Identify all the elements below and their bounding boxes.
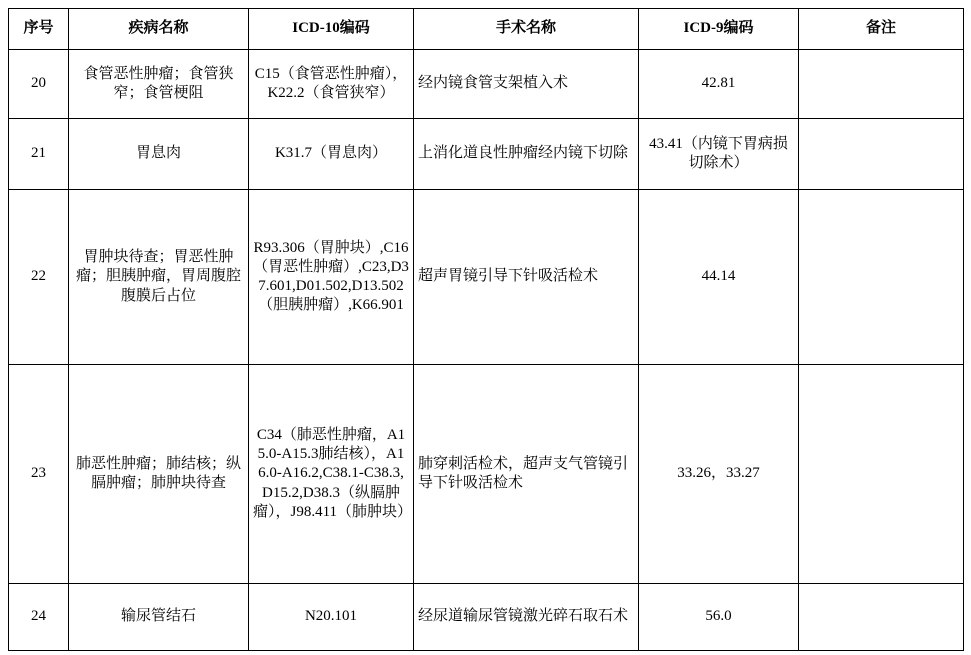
cell-operation: 超声胃镜引导下针吸活检术 [414,190,639,365]
cell-note [799,365,964,584]
cell-icd9: 44.14 [639,190,799,365]
cell-icd10: R93.306（胃肿块）,C16（胃恶性肿瘤）,C23,D37.601,D01.502,D13.502（胆胰肿瘤）,K66.901 [249,190,414,365]
cell-operation: 上消化道良性肿瘤经内镜下切除 [414,119,639,190]
column-header-icd9: ICD-9编码 [639,9,799,50]
cell-note [799,190,964,365]
column-header-seq: 序号 [9,9,69,50]
cell-disease: 肺恶性肿瘤；肺结核；纵膈肿瘤；肺肿块待查 [69,365,249,584]
cell-seq: 24 [9,584,69,651]
cell-seq: 23 [9,365,69,584]
cell-icd9: 33.26，33.27 [639,365,799,584]
cell-icd9: 56.0 [639,584,799,651]
procedure-table [8,8,964,651]
column-header-icd10: ICD-10编码 [249,9,414,50]
cell-note [799,584,964,651]
table-header-row [9,9,964,50]
cell-disease: 输尿管结石 [69,584,249,651]
table-row [9,365,964,584]
table-row [9,119,964,190]
cell-icd10: C15（食管恶性肿瘤），K22.2（食管狭窄） [249,50,414,119]
table-row [9,50,964,119]
cell-seq: 20 [9,50,69,119]
cell-operation: 肺穿刺活检术，超声支气管镜引导下针吸活检术 [414,365,639,584]
table-row [9,190,964,365]
cell-icd9: 43.41（内镜下胃病损切除术） [639,119,799,190]
table-body [9,50,964,651]
table-header [9,9,964,50]
cell-icd9: 42.81 [639,50,799,119]
column-header-note: 备注 [799,9,964,50]
cell-icd10: C34（肺恶性肿瘤，A15.0-A15.3肺结核），A16.0-A16.2,C38.1-C38.3,D15.2,D38.3（纵膈肿瘤），J98.411（肺肿块） [249,365,414,584]
cell-seq: 22 [9,190,69,365]
column-header-operation: 手术名称 [414,9,639,50]
cell-disease: 胃息肉 [69,119,249,190]
cell-operation: 经尿道输尿管镜激光碎石取石术 [414,584,639,651]
table-row [9,584,964,651]
cell-disease: 食管恶性肿瘤；食管狭窄；食管梗阻 [69,50,249,119]
cell-operation: 经内镜食管支架植入术 [414,50,639,119]
cell-icd10: K31.7（胃息肉） [249,119,414,190]
cell-seq: 21 [9,119,69,190]
cell-disease: 胃肿块待查；胃恶性肿瘤；胆胰肿瘤，胃周腹腔腹膜后占位 [69,190,249,365]
column-header-disease: 疾病名称 [69,9,249,50]
cell-icd10: N20.101 [249,584,414,651]
cell-note [799,119,964,190]
cell-note [799,50,964,119]
